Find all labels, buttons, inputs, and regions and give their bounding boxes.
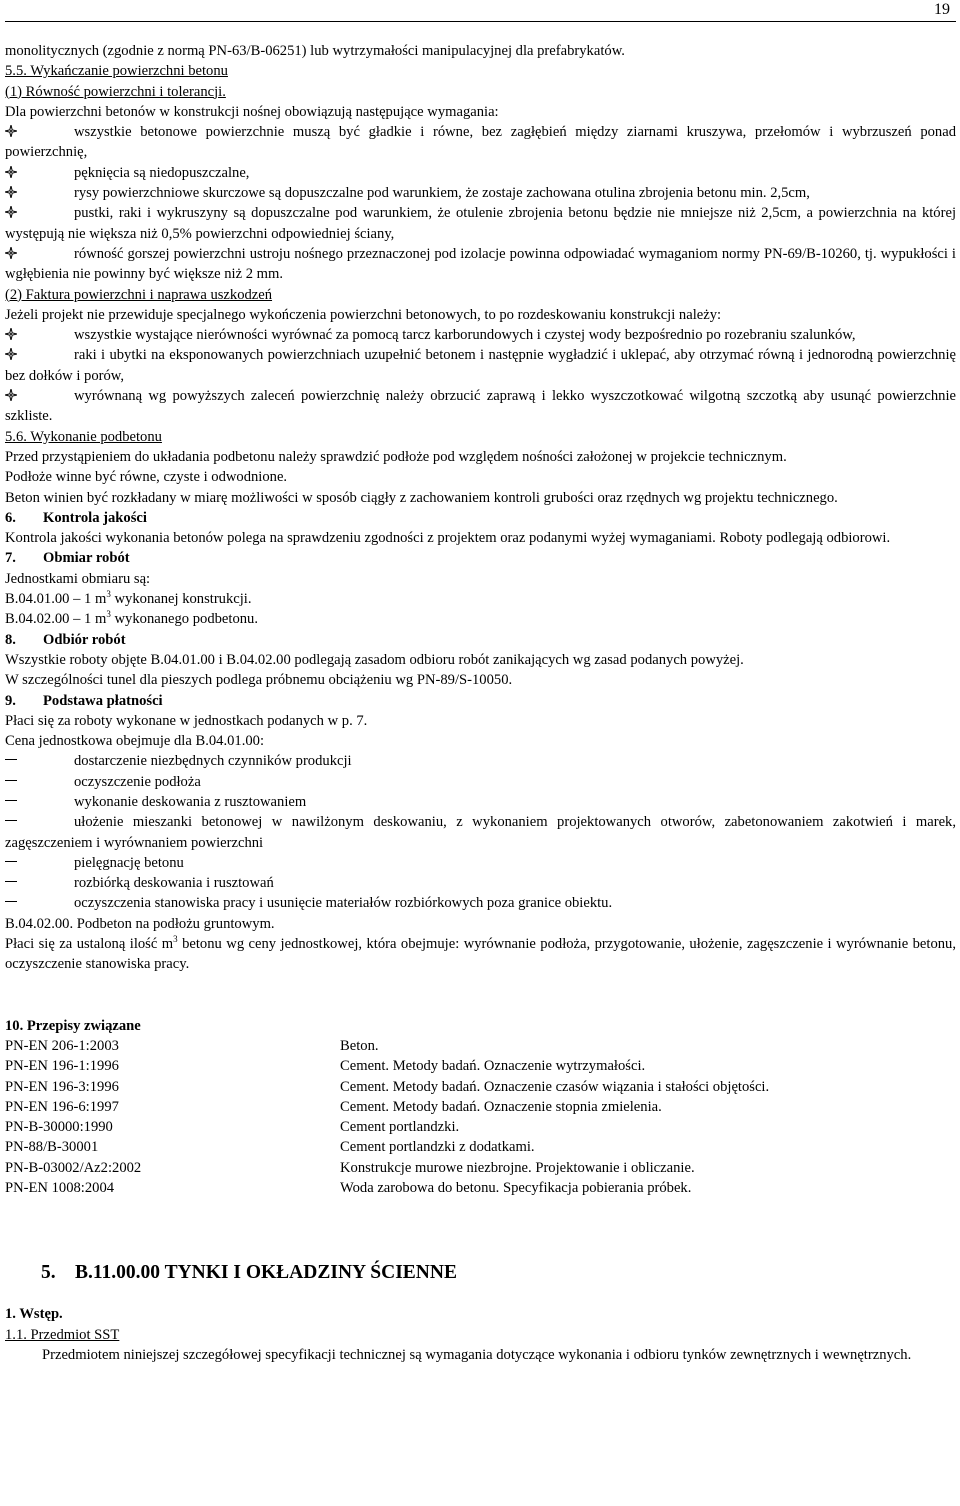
list-item: oczyszczenia stanowiska pracy i usunięcie materiałów rozbiórkowych poza granice obiektu. — [5, 893, 956, 913]
paragraph: Wszystkie roboty objęte B.04.01.00 i B.04.02.00 podlegają zasadom odbioru robót zanikających wg zasad podanych powyżej. — [5, 651, 744, 668]
finishing-list — [5, 325, 956, 426]
paragraph: Beton winien być rozkładany w miarę możliwości w sposób ciągły z zachowaniem kontroli grubości oraz rzędnych wg projektu technicznego. — [5, 489, 838, 506]
diamond-bullet-icon — [5, 166, 17, 178]
diamond-bullet-icon — [5, 389, 17, 401]
diamond-bullet-icon — [5, 348, 17, 360]
paragraph: Podłoże winne być równe, czyste i odwodnione. — [5, 469, 288, 486]
related-standards — [5, 1016, 956, 1199]
list-item: pęknięcia są niedopuszczalne, — [5, 163, 956, 183]
paragraph: Kontrola jakości wykonania betonów polega na sprawdzeniu zgodności z projektem oraz podanymi wyżej wymaganiami. Roboty podlegają odbiorowi. — [5, 530, 891, 547]
dash-bullet-icon — [5, 881, 17, 882]
standard-row: PN-EN 196-3:1996 Cement. Metody badań. Oznaczenie czasów wiązania i stałości objętości. — [5, 1078, 770, 1095]
list-item: wszystkie betonowe powierzchnie muszą być gładkie i równe, bez zagłębień między ziarnami kruszywa, przełomów i wybrzuszeń ponad powierzchnię, — [5, 124, 956, 161]
text-line: monolitycznych (zgodnie z normą PN-63/B-06251) lub wytrzymałości manipulacyjnej dla prefabrykatów. — [5, 43, 625, 59]
list-item: pustki, raki i wykruszyny są dopuszczalne pod warunkiem, że otulenie zbrojenia betonu będzie nie mniejsze niż 2,5cm, a powierzchnia na której występują nie większa niż 0,5% powierzchni odpowiedniej ściany, — [5, 205, 956, 242]
diamond-bullet-icon — [5, 206, 17, 218]
dash-bullet-icon — [5, 800, 17, 801]
list-item: oczyszczenie podłoża — [5, 772, 956, 792]
diamond-bullet-icon — [5, 328, 17, 340]
dash-bullet-icon — [5, 901, 17, 902]
dash-bullet-icon — [5, 759, 17, 760]
paragraph: Przed przystąpieniem do układania podbetonu należy sprawdzić podłoże pod względem nośności założonej w projekcie technicznym. — [5, 448, 787, 465]
paragraph: Płaci się za ustaloną ilość $m^3$ betonu wg ceny jednostkowej, która obejmuje: wyrównanie podłoża, przygotowanie, ułożenie, zagęszczenie i wyrównanie betonu, oczyszczenie stanowiska pracy. — [5, 934, 957, 973]
section-heading: 6. Kontrola jakości — [5, 509, 147, 526]
dash-bullet-icon — [5, 780, 17, 781]
page-number: 19 — [934, 1, 950, 18]
section-heading: 9. Podstawa płatności — [5, 692, 163, 709]
header-rule — [5, 21, 956, 22]
list-item: pielęgnację betonu — [5, 853, 956, 873]
unit-line: B.04.02.00 – 1 $m^3$ wykonanego podbetonu. — [5, 609, 258, 628]
section-heading: 7. Obmiar robót — [5, 550, 130, 567]
standard-row: PN-EN 206-1:2003 Beton. — [5, 1037, 379, 1054]
list-item: raki i ubytki na eksponowanych powierzchniach uzupełnić betonem i następnie wygładzić i uklepać, aby otrzymać równą i jednorodną powierzchnię bez dołków i porów, — [5, 347, 956, 384]
section-heading: 1. Wstęp. — [5, 1306, 63, 1323]
requirements-list — [5, 122, 956, 284]
list-item: wykonanie deskowania z rusztowaniem — [5, 792, 956, 812]
paragraph: B.04.02.00. Podbeton na podłożu gruntowym. — [5, 915, 275, 932]
dash-bullet-icon — [5, 861, 17, 862]
standard-row: PN-EN 196-6:1997 Cement. Metody badań. Oznaczenie stopnia zmielenia. — [5, 1098, 662, 1115]
standard-row: PN-B-03002/Az2:2002 Konstrukcje murowe niezbrojne. Projektowanie i obliczanie. — [5, 1159, 695, 1176]
standard-row: PN-EN 1008:2004 Woda zarobowa do betonu. Specyfikacja pobierania próbek. — [5, 1180, 692, 1197]
list-item: wyrównaną wg powyższych zaleceń powierzchnię należy obrzucić zaprawą i lekko wyszczotkować wilgotną szczotką aby usunąć powierzchnie szkliste. — [5, 388, 956, 425]
page-content — [5, 41, 956, 1365]
list-item: równość gorszej powierzchni ustroju nośnego przeznaczonej pod izolacje powinna odpowiadać wymaganiom normy PN-69/B-10260, tj. wypukłości i wgłębienia nie powinny być większe niż 2 mm. — [5, 245, 956, 283]
price-scope-list — [5, 751, 956, 913]
list-item: rozbiórką deskowania i rusztowań — [5, 873, 956, 893]
standard-row: PN-EN 196-1:1996 Cement. Metody badań. Oznaczenie wytrzymałości. — [5, 1058, 646, 1075]
paragraph: Cena jednostkowa obejmuje dla B.04.01.00: — [5, 733, 264, 750]
paragraph: W szczególności tunel dla pieszych podlega próbnemu obciążeniu wg PN-89/S-10050. — [5, 672, 513, 689]
subsection-heading: 1.1. Przedmiot SST — [5, 1326, 120, 1343]
standard-row: PN-B-30000:1990 Cement portlandzki. — [5, 1119, 460, 1136]
standard-row: PN-88/B-30001 Cement portlandzki z dodatkami. — [5, 1139, 535, 1156]
diamond-bullet-icon — [5, 125, 17, 137]
list-item: ułożenie mieszanki betonowej w nawilżonym deskowaniu, z wykonaniem projektowanych otworów, zabetonowaniem zakotwień i marek, zagęszczeniem i wyrównaniem powierzchni — [5, 814, 956, 851]
subsection-heading: 5.5. Wykańczanie powierzchni betonu — [5, 63, 228, 80]
diamond-bullet-icon — [5, 186, 17, 198]
diamond-bullet-icon — [5, 247, 17, 259]
paragraph: Przedmiotem niniejszej szczegółowej specyfikacji technicznej są wymagania dotyczące wykonania i odbioru tynków zewnętrznych i wewnętrznych. — [42, 1346, 912, 1363]
subsection-heading: 5.6. Wykonanie podbetonu — [5, 428, 162, 445]
subsection-subheading: (2) Faktura powierzchni i naprawa uszkodzeń — [5, 286, 273, 303]
subsection-subheading: (1) Równość powierzchni i tolerancji. — [5, 83, 226, 100]
list-item: rysy powierzchniowe skurczowe są dopuszczalne pod warunkiem, że zostaje zachowana otulina zbrojenia betonu min. 2,5cm, — [5, 183, 956, 203]
text-line: Dla powierzchni betonów w konstrukcji nośnej obowiązują następujące wymagania: — [5, 103, 499, 120]
unit-line: B.04.01.00 – 1 $m^3$ wykonanej konstrukcji. — [5, 589, 252, 608]
list-item: dostarczenie niezbędnych czynników produkcji — [5, 751, 956, 771]
list-item: wszystkie wystające nierówności wyrównać za pomocą tarcz karborundowych i czystej wody bezpośrednio po rozebraniu szalunków, — [5, 325, 956, 345]
paragraph: Płaci się za roboty wykonane w jednostkach podanych w p. 7. — [5, 712, 368, 729]
intro-section — [5, 1304, 956, 1365]
paragraph: Jednostkami obmiaru są: — [5, 570, 151, 587]
text-line: Jeżeli projekt nie przewiduje specjalnego wykończenia powierzchni betonowych, to po rozdeskowaniu konstrukcji należy: — [5, 306, 722, 323]
section-heading: 8. Odbiór robót — [5, 631, 126, 648]
dash-bullet-icon — [5, 820, 17, 821]
section-heading: 10. Przepisy związane — [5, 1017, 141, 1034]
chapter-title: 5. B.11.00.00 TYNKI I OKŁADZINY ŚCIENNE — [41, 1262, 457, 1284]
